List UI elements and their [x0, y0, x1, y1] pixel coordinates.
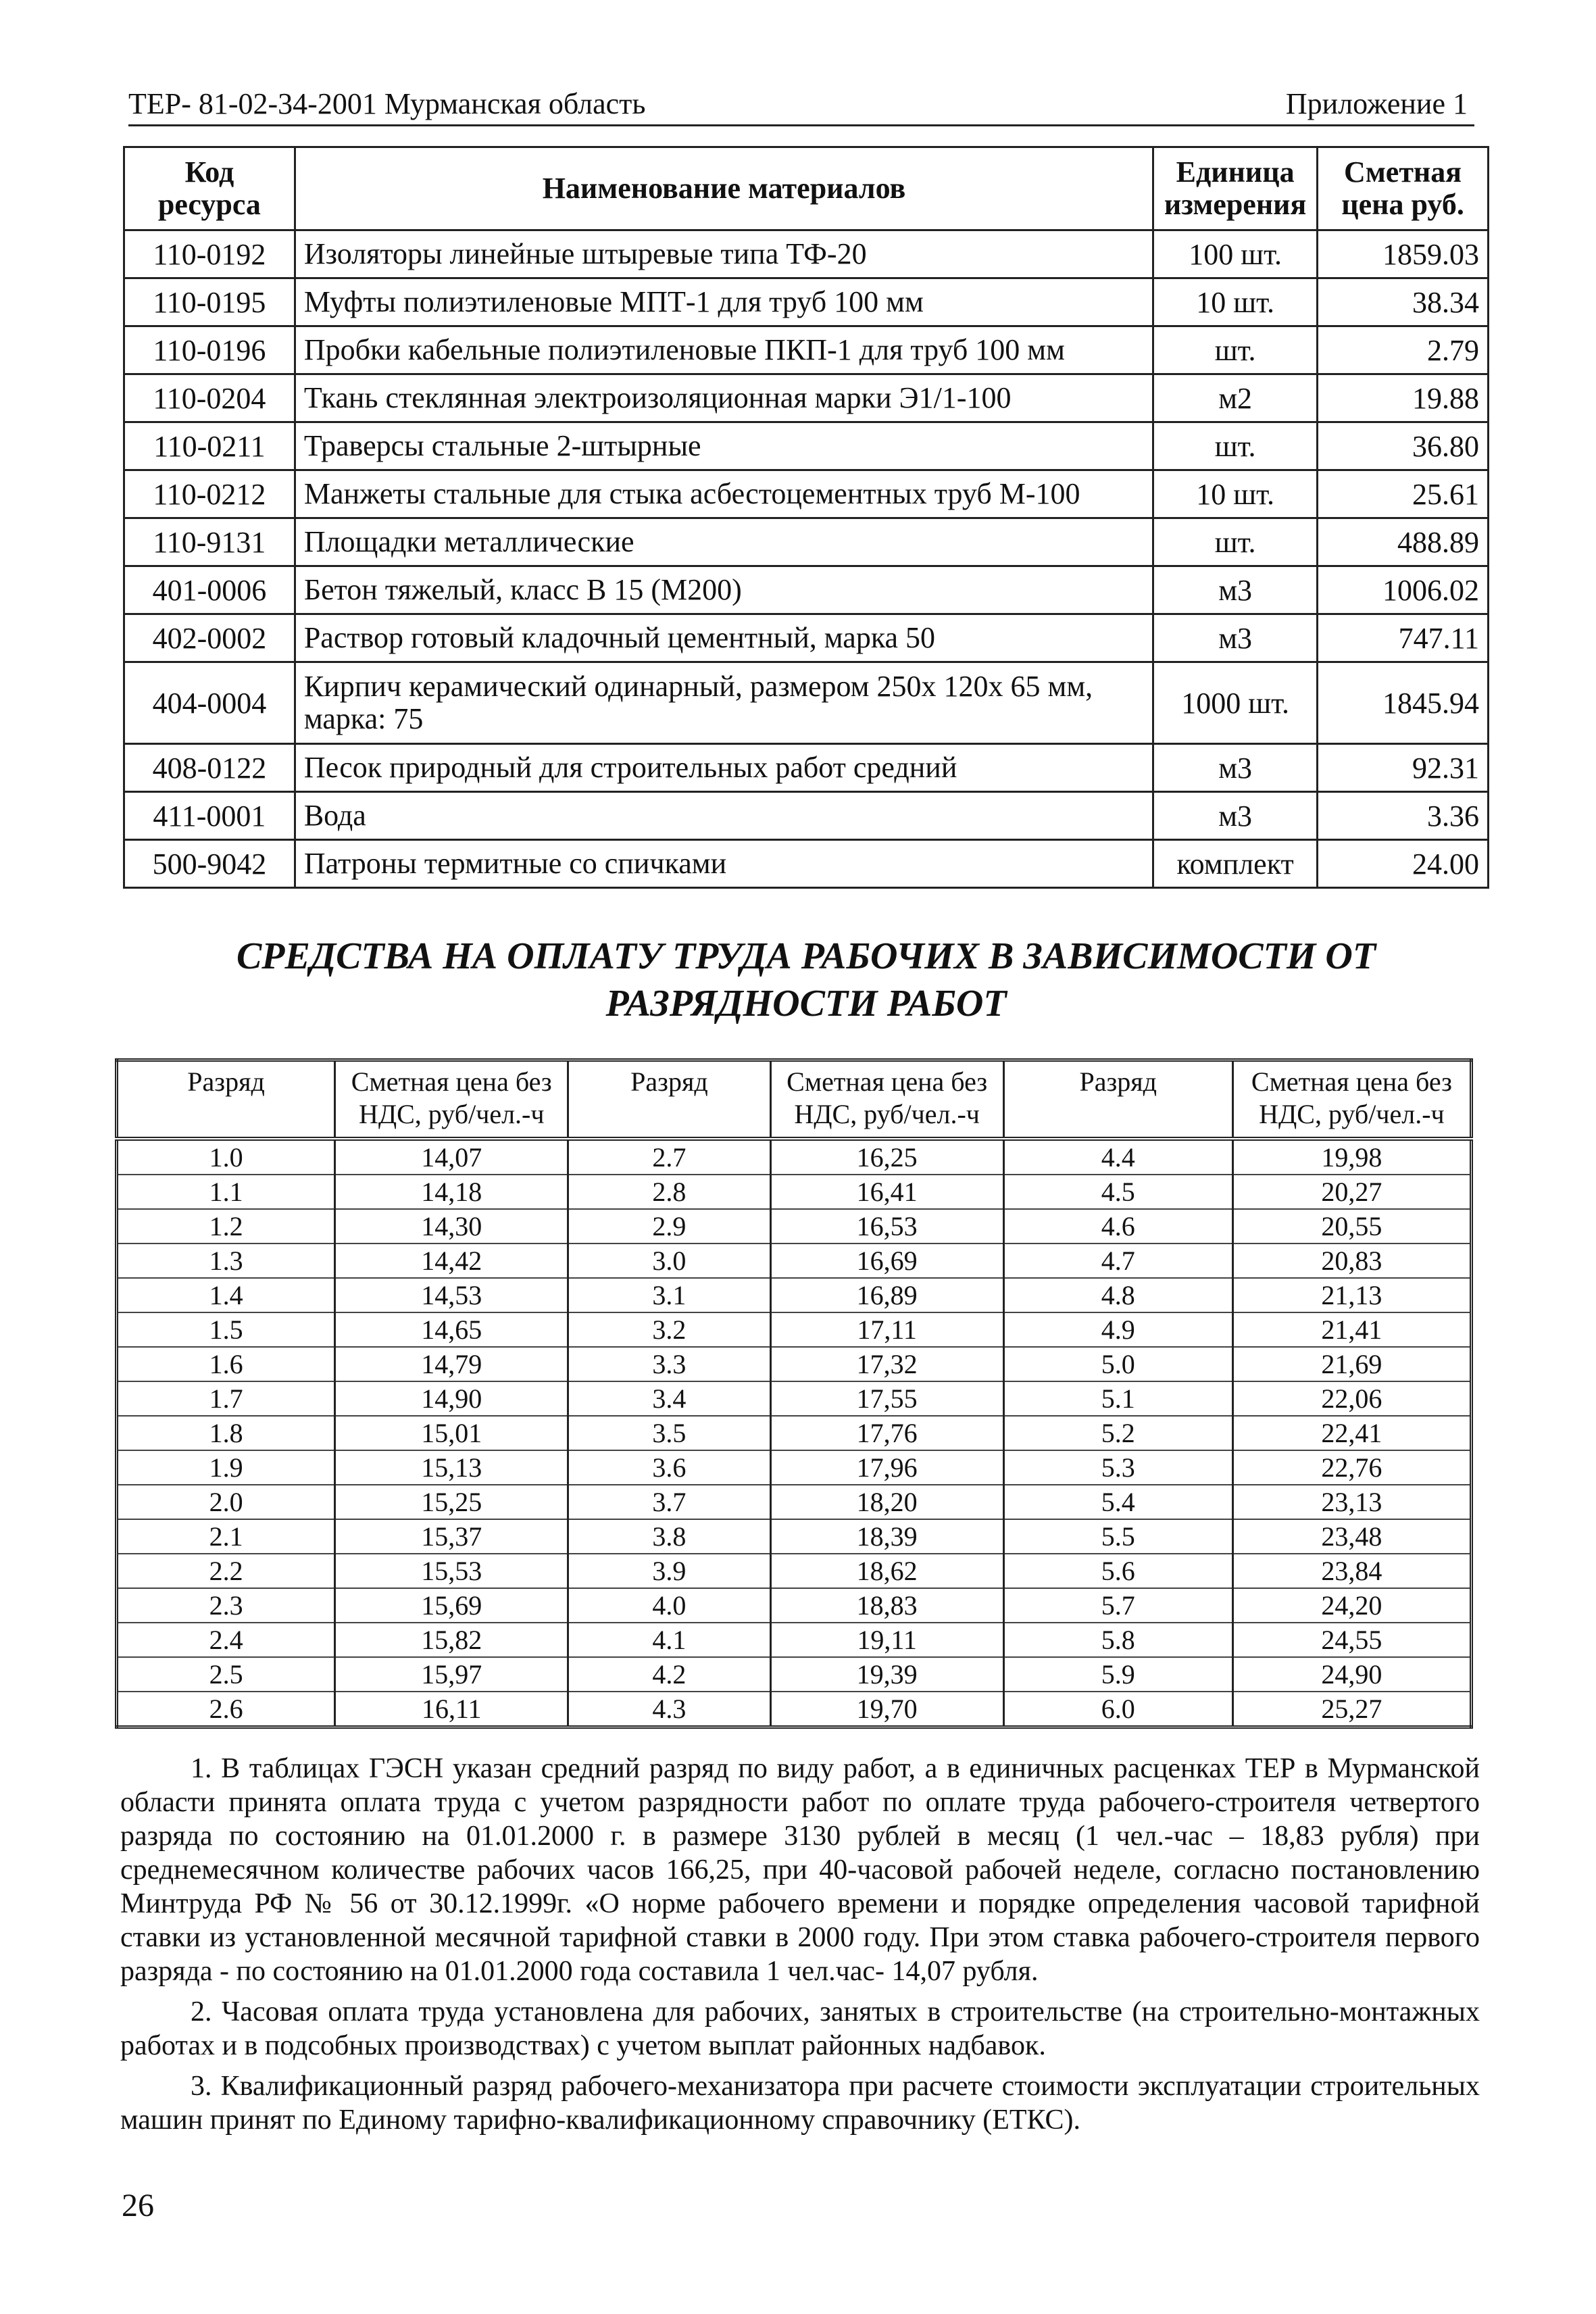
table-row — [117, 1657, 1472, 1692]
grade-cell: 2.6 — [117, 1692, 335, 1727]
table-row — [124, 566, 1489, 614]
grade-price-cell: 15,69 — [335, 1588, 568, 1623]
note-paragraph: 2. Часовая оплата труда установлена для рабочих, занятых в строительстве (на строительно-монтажных работах и в подсобных производствах) с учетом выплат районных надбавок. — [120, 1996, 1480, 2061]
unit-cell: шт. — [1153, 422, 1318, 470]
table-row — [117, 1485, 1472, 1519]
grade-cell: 3.3 — [568, 1347, 770, 1381]
table-row — [124, 470, 1489, 518]
grade-cell: 5.6 — [1003, 1554, 1232, 1588]
grade-cell: 1.1 — [117, 1175, 335, 1209]
material-name-cell: Изоляторы линейные штыревые типа ТФ-20 — [295, 230, 1153, 278]
materials-header-row — [124, 147, 1489, 230]
table-row — [117, 1175, 1472, 1209]
table-row — [117, 1381, 1472, 1416]
grade-price-cell: 14,79 — [335, 1347, 568, 1381]
price-cell: 488.89 — [1318, 518, 1489, 566]
resource-code-cell: 110-0204 — [124, 374, 295, 422]
grade-price-cell: 23,84 — [1232, 1554, 1471, 1588]
table-row — [117, 1588, 1472, 1623]
price-cell: 25.61 — [1318, 470, 1489, 518]
unit-cell: м3 — [1153, 566, 1318, 614]
grade-cell: 2.2 — [117, 1554, 335, 1588]
grade-cell: 1.0 — [117, 1139, 335, 1175]
material-name-cell: Патроны термитные со спичками — [295, 840, 1153, 888]
grade-cell: 5.2 — [1003, 1416, 1232, 1450]
materials-table — [123, 146, 1489, 889]
grade-cell: 3.7 — [568, 1485, 770, 1519]
table-row — [124, 792, 1489, 840]
price-cell: 36.80 — [1318, 422, 1489, 470]
grade-price-cell: 15,82 — [335, 1623, 568, 1657]
table-row — [117, 1692, 1472, 1727]
material-name-cell: Манжеты стальные для стыка асбестоцементных труб М-100 — [295, 470, 1153, 518]
grade-cell: 1.7 — [117, 1381, 335, 1416]
grade-price-cell: 15,13 — [335, 1450, 568, 1485]
grade-price-cell: 17,76 — [770, 1416, 1003, 1450]
grade-price-cell: 14,53 — [335, 1278, 568, 1312]
grade-price-cell: 19,98 — [1232, 1139, 1471, 1175]
grade-price-cell: 16,11 — [335, 1692, 568, 1727]
table-row — [117, 1209, 1472, 1244]
unit-cell: м3 — [1153, 614, 1318, 662]
grade-cell: 4.6 — [1003, 1209, 1232, 1244]
grade-price-cell: 15,97 — [335, 1657, 568, 1692]
grade-price-cell: 15,53 — [335, 1554, 568, 1588]
page-number: 26 — [122, 2188, 154, 2223]
col-grade-price: Сметная цена без НДС, руб/чел.-ч — [1232, 1060, 1471, 1139]
col-grade: Разряд — [568, 1060, 770, 1139]
grade-cell: 5.0 — [1003, 1347, 1232, 1381]
grade-cell: 5.1 — [1003, 1381, 1232, 1416]
price-cell: 747.11 — [1318, 614, 1489, 662]
grade-cell: 3.4 — [568, 1381, 770, 1416]
page-header — [128, 84, 1474, 126]
resource-code-cell: 110-9131 — [124, 518, 295, 566]
grade-price-cell: 25,27 — [1232, 1692, 1471, 1727]
col-unit: Единица измерения — [1153, 147, 1318, 230]
material-name-cell: Муфты полиэтиленовые МПТ-1 для труб 100 мм — [295, 278, 1153, 326]
grade-cell: 2.0 — [117, 1485, 335, 1519]
grade-price-cell: 19,39 — [770, 1657, 1003, 1692]
grade-price-cell: 14,30 — [335, 1209, 568, 1244]
material-name-cell: Площадки металлические — [295, 518, 1153, 566]
unit-cell: шт. — [1153, 518, 1318, 566]
price-cell: 1006.02 — [1318, 566, 1489, 614]
grade-price-cell: 21,41 — [1232, 1312, 1471, 1347]
table-row — [124, 744, 1489, 792]
unit-cell: комплект — [1153, 840, 1318, 888]
table-row — [117, 1519, 1472, 1554]
grade-cell: 2.8 — [568, 1175, 770, 1209]
material-name-cell: Ткань стеклянная электроизоляционная марки Э1/1-100 — [295, 374, 1153, 422]
grade-price-cell: 16,89 — [770, 1278, 1003, 1312]
grade-cell: 4.4 — [1003, 1139, 1232, 1175]
unit-cell: 10 шт. — [1153, 278, 1318, 326]
grade-price-cell: 18,20 — [770, 1485, 1003, 1519]
grade-cell: 2.9 — [568, 1209, 770, 1244]
grade-cell: 5.8 — [1003, 1623, 1232, 1657]
table-row — [117, 1554, 1472, 1588]
appendix-label: Приложение 1 — [1285, 87, 1468, 120]
table-row — [117, 1450, 1472, 1485]
grade-price-cell: 21,69 — [1232, 1347, 1471, 1381]
grade-cell: 2.1 — [117, 1519, 335, 1554]
document-code: ТЕР- 81-02-34-2001 Мурманская область — [128, 87, 646, 120]
unit-cell: шт. — [1153, 326, 1318, 374]
grade-price-cell: 22,76 — [1232, 1450, 1471, 1485]
grade-cell: 4.2 — [568, 1657, 770, 1692]
table-row — [124, 374, 1489, 422]
col-grade-price: Сметная цена без НДС, руб/чел.-ч — [770, 1060, 1003, 1139]
material-name-cell: Пробки кабельные полиэтиленовые ПКП-1 для труб 100 мм — [295, 326, 1153, 374]
resource-code-cell: 110-0192 — [124, 230, 295, 278]
wage-header-row — [117, 1060, 1472, 1139]
note-paragraph: 1. В таблицах ГЭСН указан средний разряд по виду работ, а в единичных расценках ТЕР в Мурманской области принята оплата труда с учетом разрядности работ по оплате труда рабочего-строителя четвертого разряда по состоянию на 01.01.2000 г. в размере 3130 рублей в месяц (1 чел.-час – 18,83 рубля) при среднемесячном количестве рабочих часов 166,25, при 40-часовой рабочей неделе, согласно постановлению Минтруда РФ № 56 от 30.12.1999г. «О норме рабочего времени и порядке определения часовой тарифной ставки из установленной месячной тарифной ставки в 2000 году. При этом ставка рабочего-строителя первого разряда - по состоянию на 01.01.2000 года составила 1 чел.час- 14,07 рубля. — [120, 1753, 1480, 1987]
grade-cell: 5.7 — [1003, 1588, 1232, 1623]
section-title: СРЕДСТВА НА ОПЛАТУ ТРУДА РАБОЧИХ В ЗАВИСИМОСТИ ОТ РАЗРЯДНОСТИ РАБОТ — [236, 935, 1376, 1025]
grade-cell: 1.2 — [117, 1209, 335, 1244]
wage-table — [115, 1058, 1473, 1729]
price-cell: 24.00 — [1318, 840, 1489, 888]
grade-price-cell: 22,06 — [1232, 1381, 1471, 1416]
material-name-cell: Бетон тяжелый, класс В 15 (М200) — [295, 566, 1153, 614]
grade-cell: 4.8 — [1003, 1278, 1232, 1312]
grade-price-cell: 18,39 — [770, 1519, 1003, 1554]
resource-code-cell: 110-0211 — [124, 422, 295, 470]
grade-cell: 3.1 — [568, 1278, 770, 1312]
table-row — [117, 1278, 1472, 1312]
unit-cell: 10 шт. — [1153, 470, 1318, 518]
grade-price-cell: 22,41 — [1232, 1416, 1471, 1450]
unit-cell: м3 — [1153, 792, 1318, 840]
col-price: Сметная цена руб. — [1318, 147, 1489, 230]
grade-cell: 1.3 — [117, 1244, 335, 1278]
price-cell: 2.79 — [1318, 326, 1489, 374]
grade-price-cell: 17,11 — [770, 1312, 1003, 1347]
table-row — [117, 1623, 1472, 1657]
grade-price-cell: 18,62 — [770, 1554, 1003, 1588]
grade-cell: 6.0 — [1003, 1692, 1232, 1727]
material-name-cell: Кирпич керамический одинарный, размером 250х 120х 65 мм, марка: 75 — [295, 662, 1153, 744]
grade-cell: 4.9 — [1003, 1312, 1232, 1347]
grade-cell: 5.9 — [1003, 1657, 1232, 1692]
resource-code-cell: 500-9042 — [124, 840, 295, 888]
resource-code-cell: 408-0122 — [124, 744, 295, 792]
unit-cell: 100 шт. — [1153, 230, 1318, 278]
grade-cell: 1.6 — [117, 1347, 335, 1381]
material-name-cell: Траверсы стальные 2-штырные — [295, 422, 1153, 470]
grade-price-cell: 16,53 — [770, 1209, 1003, 1244]
resource-code-cell: 110-0196 — [124, 326, 295, 374]
grade-cell: 2.4 — [117, 1623, 335, 1657]
grade-price-cell: 14,65 — [335, 1312, 568, 1347]
grade-price-cell: 19,70 — [770, 1692, 1003, 1727]
grade-price-cell: 17,55 — [770, 1381, 1003, 1416]
resource-code-cell: 402-0002 — [124, 614, 295, 662]
price-cell: 3.36 — [1318, 792, 1489, 840]
grade-price-cell: 14,42 — [335, 1244, 568, 1278]
price-cell: 92.31 — [1318, 744, 1489, 792]
grade-cell: 4.0 — [568, 1588, 770, 1623]
table-row — [117, 1244, 1472, 1278]
grade-price-cell: 16,41 — [770, 1175, 1003, 1209]
col-grade: Разряд — [117, 1060, 335, 1139]
grade-price-cell: 17,32 — [770, 1347, 1003, 1381]
grade-price-cell: 14,07 — [335, 1139, 568, 1175]
price-cell: 19.88 — [1318, 374, 1489, 422]
grade-price-cell: 19,11 — [770, 1623, 1003, 1657]
grade-price-cell: 17,96 — [770, 1450, 1003, 1485]
grade-cell: 5.3 — [1003, 1450, 1232, 1485]
grade-cell: 2.3 — [117, 1588, 335, 1623]
grade-cell: 3.6 — [568, 1450, 770, 1485]
grade-price-cell: 21,13 — [1232, 1278, 1471, 1312]
table-row — [124, 230, 1489, 278]
material-name-cell: Раствор готовый кладочный цементный, марка 50 — [295, 614, 1153, 662]
col-resource-code: Код ресурса — [124, 147, 295, 230]
grade-cell: 2.7 — [568, 1139, 770, 1175]
table-row — [124, 326, 1489, 374]
grade-price-cell: 15,01 — [335, 1416, 568, 1450]
grade-cell: 3.9 — [568, 1554, 770, 1588]
col-material-name: Наименование материалов — [295, 147, 1153, 230]
table-row — [117, 1347, 1472, 1381]
table-row — [124, 662, 1489, 744]
grade-price-cell: 16,69 — [770, 1244, 1003, 1278]
price-cell: 38.34 — [1318, 278, 1489, 326]
table-row — [124, 614, 1489, 662]
table-row — [124, 840, 1489, 888]
table-row — [124, 278, 1489, 326]
note-paragraph: 3. Квалификационный разряд рабочего-механизатора при расчете стоимости эксплуатации строительных машин принят по Единому тарифно-квалификационному справочнику (ЕТКС). — [120, 2071, 1480, 2136]
grade-cell: 1.5 — [117, 1312, 335, 1347]
grade-price-cell: 18,83 — [770, 1588, 1003, 1623]
material-name-cell: Вода — [295, 792, 1153, 840]
grade-cell: 1.4 — [117, 1278, 335, 1312]
grade-price-cell: 23,13 — [1232, 1485, 1471, 1519]
unit-cell: 1000 шт. — [1153, 662, 1318, 744]
price-cell: 1859.03 — [1318, 230, 1489, 278]
resource-code-cell: 110-0195 — [124, 278, 295, 326]
grade-cell: 5.5 — [1003, 1519, 1232, 1554]
material-name-cell: Песок природный для строительных работ средний — [295, 744, 1153, 792]
grade-price-cell: 23,48 — [1232, 1519, 1471, 1554]
resource-code-cell: 404-0004 — [124, 662, 295, 744]
grade-cell: 4.1 — [568, 1623, 770, 1657]
grade-price-cell: 14,90 — [335, 1381, 568, 1416]
unit-cell: м3 — [1153, 744, 1318, 792]
grade-cell: 1.8 — [117, 1416, 335, 1450]
table-row — [117, 1139, 1472, 1175]
price-cell: 1845.94 — [1318, 662, 1489, 744]
notes — [120, 1752, 1480, 2144]
grade-price-cell: 15,25 — [335, 1485, 568, 1519]
grade-cell: 3.8 — [568, 1519, 770, 1554]
col-grade: Разряд — [1003, 1060, 1232, 1139]
grade-cell: 3.2 — [568, 1312, 770, 1347]
grade-cell: 5.4 — [1003, 1485, 1232, 1519]
grade-cell: 3.5 — [568, 1416, 770, 1450]
grade-cell: 4.3 — [568, 1692, 770, 1727]
grade-price-cell: 20,55 — [1232, 1209, 1471, 1244]
table-row — [124, 518, 1489, 566]
grade-price-cell: 20,27 — [1232, 1175, 1471, 1209]
col-grade-price: Сметная цена без НДС, руб/чел.-ч — [335, 1060, 568, 1139]
grade-cell: 1.9 — [117, 1450, 335, 1485]
grade-cell: 2.5 — [117, 1657, 335, 1692]
grade-price-cell: 24,90 — [1232, 1657, 1471, 1692]
resource-code-cell: 411-0001 — [124, 792, 295, 840]
resource-code-cell: 401-0006 — [124, 566, 295, 614]
table-row — [117, 1312, 1472, 1347]
grade-price-cell: 24,20 — [1232, 1588, 1471, 1623]
grade-price-cell: 24,55 — [1232, 1623, 1471, 1657]
grade-price-cell: 14,18 — [335, 1175, 568, 1209]
grade-price-cell: 16,25 — [770, 1139, 1003, 1175]
resource-code-cell: 110-0212 — [124, 470, 295, 518]
grade-cell: 4.7 — [1003, 1244, 1232, 1278]
table-row — [124, 422, 1489, 470]
grade-price-cell: 15,37 — [335, 1519, 568, 1554]
grade-cell: 4.5 — [1003, 1175, 1232, 1209]
table-row — [117, 1416, 1472, 1450]
grade-price-cell: 20,83 — [1232, 1244, 1471, 1278]
unit-cell: м2 — [1153, 374, 1318, 422]
grade-cell: 3.0 — [568, 1244, 770, 1278]
